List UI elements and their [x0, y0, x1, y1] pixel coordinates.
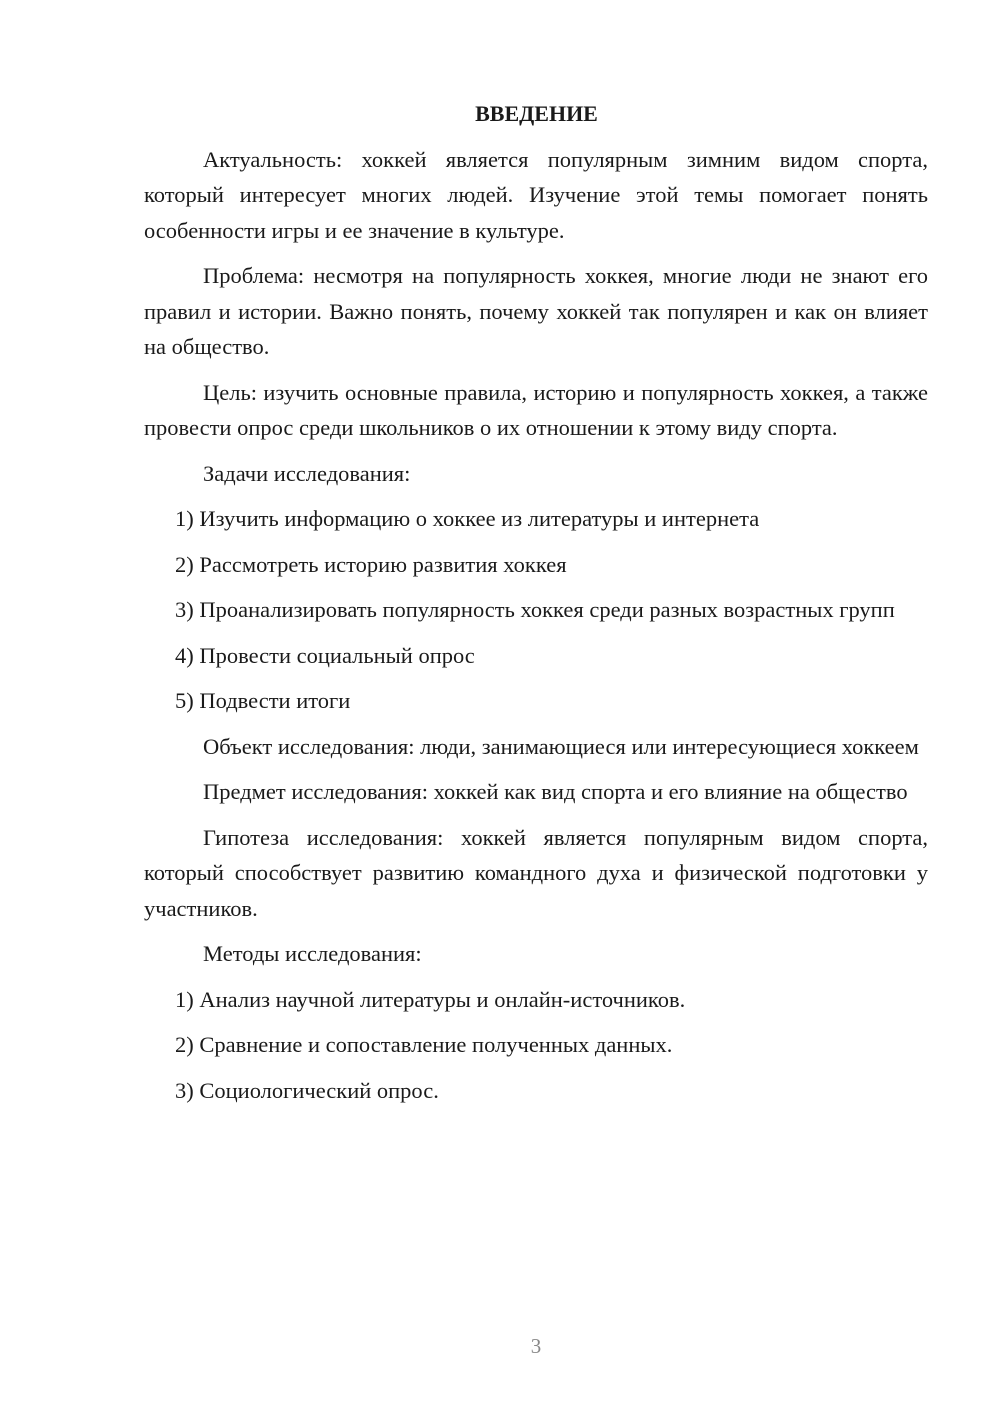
page-number: 3 — [530, 1334, 542, 1358]
list-item-method: 3) Социологический опрос. — [175, 1077, 439, 1103]
document-body — [144, 96, 928, 1118]
page-title: ВВЕДЕНИЕ — [475, 101, 598, 126]
list-item-task: 5) Подвести итоги — [175, 688, 351, 713]
tasks-heading: Задачи исследования: — [203, 460, 411, 486]
list-item-task: 4) Провести социальный опрос — [175, 642, 475, 668]
paragraph-subject: Предмет исследования: хоккей как вид спорта и его влияние на общество — [203, 779, 908, 804]
paragraph-object: Объект исследования: люди, занимающиеся или интересующиеся хоккеем — [203, 733, 919, 759]
list-item-task: 1) Изучить информацию о хоккее из литературы и интернета — [175, 506, 760, 531]
list-item-task: 2) Рассмотреть историю развития хоккея — [175, 551, 567, 577]
list-item-method: 2) Сравнение и сопоставление полученных данных. — [175, 1032, 673, 1057]
paragraph-goal: Цель: изучить основные правила, историю и популярность хоккея, а также провести опрос среди школьников о их отношении к этому виду спорта. — [144, 379, 928, 440]
paragraph-hypothesis: Гипотеза исследования: хоккей является популярным видом спорта, который способствует развитию командного духа и физической подготовки у участников. — [144, 824, 928, 921]
methods-heading: Методы исследования: — [203, 941, 422, 966]
paragraph-problem: Проблема: несмотря на популярность хоккея, многие люди не знают его правил и истории. Важно понять, почему хоккей так популярен и как он влияет на общество. — [144, 263, 928, 359]
list-item-method: 1) Анализ научной литературы и онлайн-источников. — [175, 986, 686, 1012]
list-item-task: 3) Проанализировать популярность хоккея среди разных возрастных групп — [175, 597, 895, 622]
paragraph-relevance: Актуальность: хоккей является популярным зимним видом спорта, который интересует многих людей. Изучение этой темы помогает понять особенности игры и ее значение в культуре. — [144, 146, 928, 243]
